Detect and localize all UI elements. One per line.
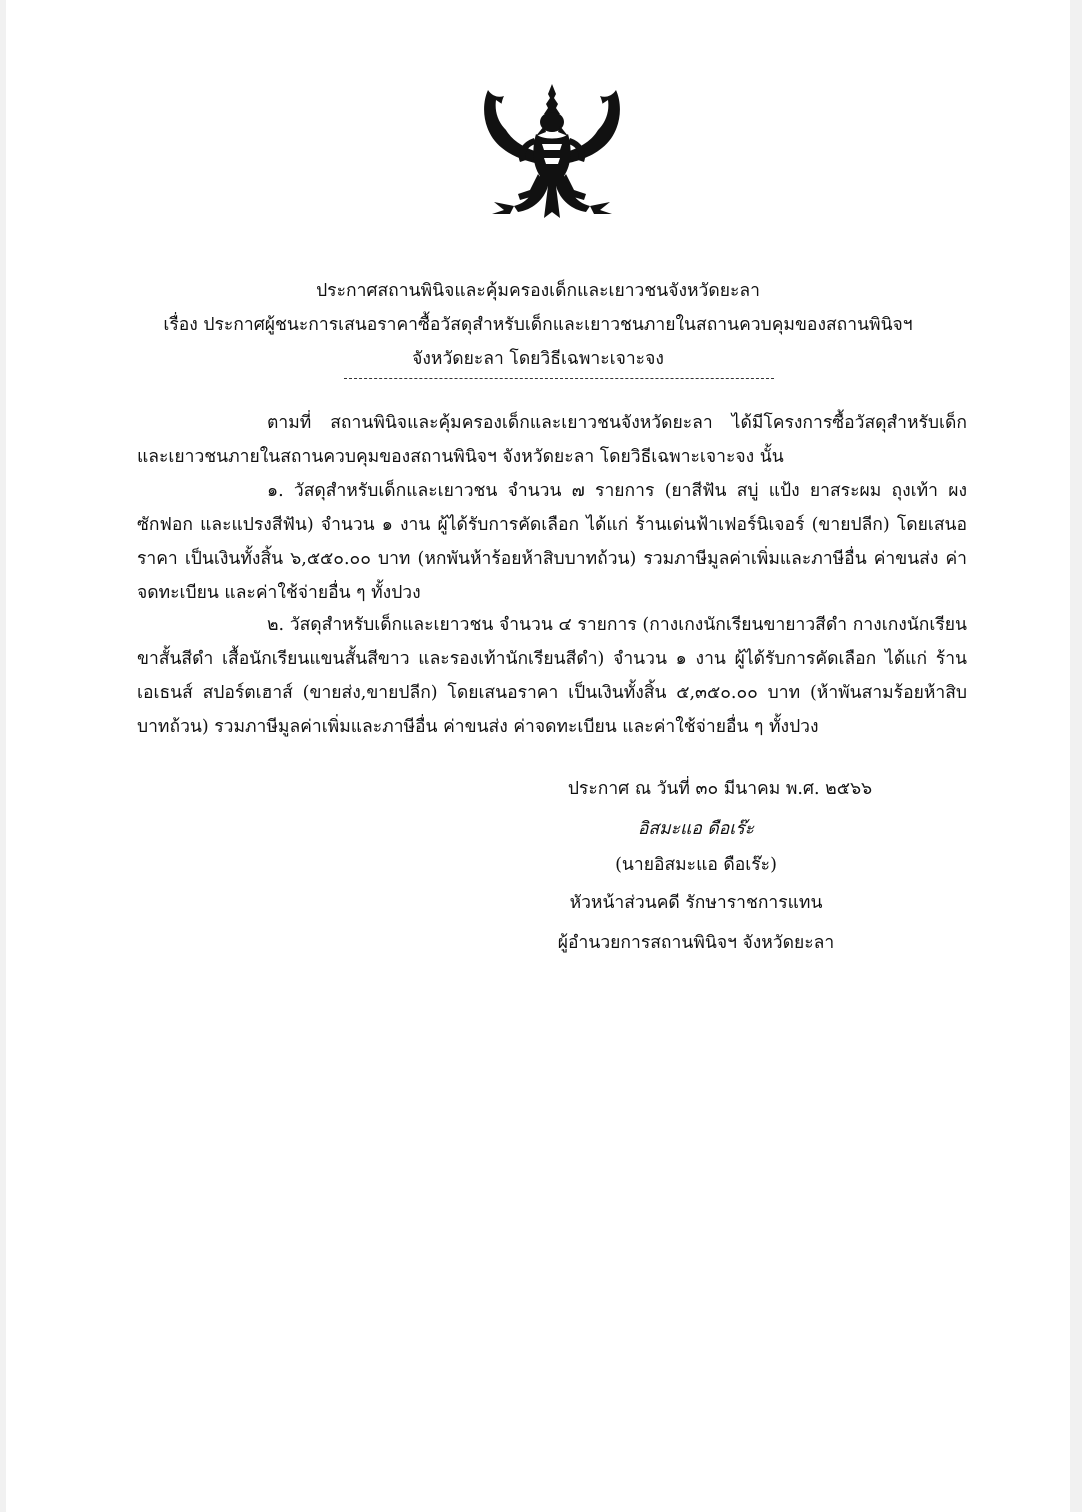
announcement-date: ประกาศ ณ วันที่ ๓๐ มีนาคม พ.ศ. ๒๕๖๖ xyxy=(567,779,873,799)
item-2-paragraph: ๒. วัสดุสำหรับเด็กและเยาวชน จำนวน ๔ รายการ (กางเกงนักเรียนขายาวสีดำ กางเกงนักเรียนขาสั้นสีดำ เสื้อนักเรียนแขนสั้นสีขาว และรองเท้านักเรียนสีดำ) จำนวน ๑ งาน ผู้ได้รับการคัดเลือก ได้แก่ ร้านเอเธนส์ สปอร์ตเฮาส์ (ขายส่ง,ขายปลีก) โดยเสนอราคา เป็นเงินทั้งสิ้น ๕,๓๕๐.๐๐ บาท (ห้าพันสามร้อยห้าสิบบาทถ้วน) รวมภาษีมูลค่าเพิ่มและภาษีอื่น ค่าขนส่ง ค่าจดทะเบียน และค่าใช้จ่ายอื่น ๆ ทั้งปวง xyxy=(137,615,967,737)
dashed-divider xyxy=(344,378,774,379)
signer-name: (นายอิสมะแอ ดือเร๊ะ) xyxy=(615,855,777,875)
intro-paragraph: ตามที่ สถานพินิจและคุ้มครองเด็กและเยาวชนจังหวัดยะลา ได้มีโครงการซื้อวัสดุสำหรับเด็กและเยาวชนภายในสถานควบคุมของสถานพินิจฯ จังหวัดยะลา โดยวิธีเฉพาะเจาะจง นั้น xyxy=(137,413,967,467)
document-page xyxy=(6,0,1070,1512)
announcement-subject-continued: จังหวัดยะลา โดยวิธีเฉพาะเจาะจง xyxy=(412,349,664,369)
announcement-subject: เรื่อง ประกาศผู้ชนะการเสนอราคาซื้อวัสดุสำหรับเด็กและเยาวชนภายในสถานควบคุมของสถานพินิจฯ xyxy=(163,315,913,335)
signer-position-continued: ผู้อำนวยการสถานพินิจฯ จังหวัดยะลา xyxy=(557,933,835,953)
signer-position: หัวหน้าส่วนคดี รักษาราชการแทน xyxy=(569,893,823,913)
garuda-emblem-icon xyxy=(474,78,630,224)
signer-signature: อิสมะแอ ดือเร๊ะ xyxy=(637,819,755,839)
announcement-title: ประกาศสถานพินิจและคุ้มครองเด็กและเยาวชนจังหวัดยะลา xyxy=(316,281,760,301)
item-1-paragraph: ๑. วัสดุสำหรับเด็กและเยาวชน จำนวน ๗ รายการ (ยาสีฟัน สบู่ แป้ง ยาสระผม ถุงเท้า ผงซักฟอก และแปรงสีฟัน) จำนวน ๑ งาน ผู้ได้รับการคัดเลือก ได้แก่ ร้านเด่นฟ้าเฟอร์นิเจอร์ (ขายปลีก) โดยเสนอราคา เป็นเงินทั้งสิ้น ๖,๕๕๐.๐๐ บาท (หกพันห้าร้อยห้าสิบบาทถ้วน) รวมภาษีมูลค่าเพิ่มและภาษีอื่น ค่าขนส่ง ค่าจดทะเบียน และค่าใช้จ่ายอื่น ๆ ทั้งปวง xyxy=(137,481,967,603)
